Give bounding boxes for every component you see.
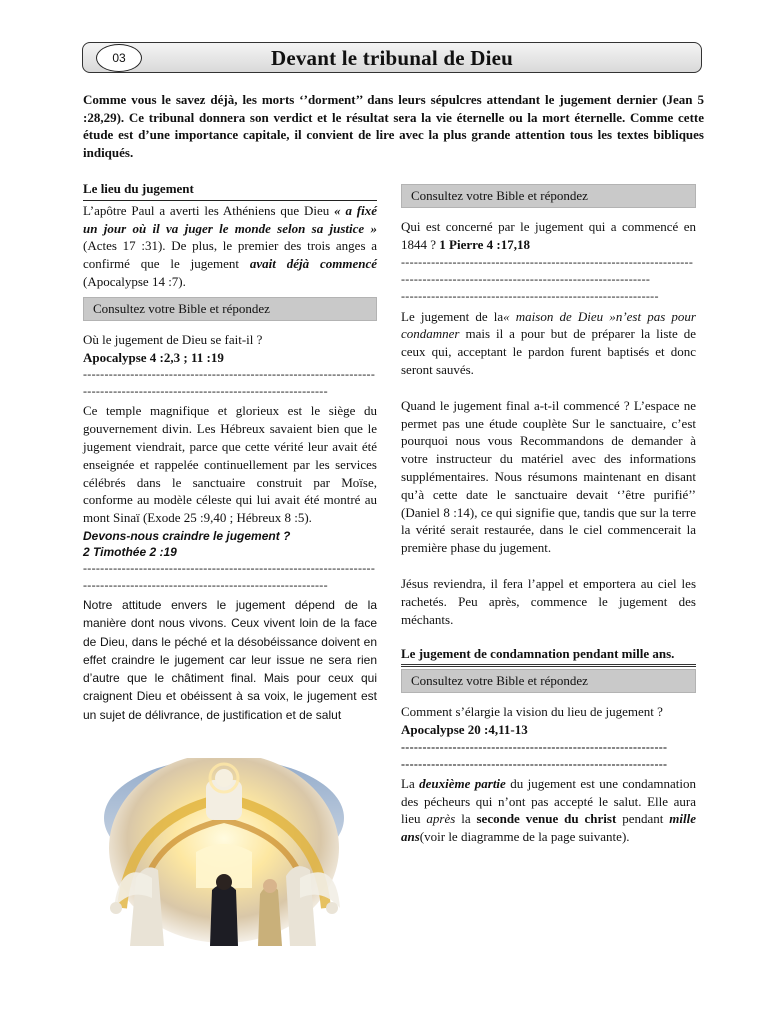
answer-line: ---------------------------------------------------------- <box>401 271 651 286</box>
paragraph-attitude: Notre attitude envers le jugement dépend de la manière dont nous vivons. Ceux vivent loin de la face de Dieu, dans le péché et la désobéissance doivent en effet craindre le jugement car leur issue ne sera rien d’autre que le châtiment final. Mais pour ceux qui craignent Dieu et obéissent à sa voix, le jugement est un sujet de délivrance, de justification et de salut <box>83 597 377 722</box>
quote-text: « maison de Dieu » <box>503 308 616 324</box>
answer-line: --------------------------------------------------------- <box>83 384 328 399</box>
text-run: (Actes 17 :31). De plus, le premier des trois anges a confirmé que le jugement <box>83 238 377 272</box>
paragraph-paul <box>83 202 377 291</box>
text-run: du jugement est une condamnation des pécheurs qui n’ont pas accepté le salut. Elle aura lieu <box>401 775 697 827</box>
text-run: La <box>401 775 420 791</box>
answer-line: ------------------------------------------------------------ <box>401 288 659 303</box>
strong-text: seconde venue du christ <box>476 811 617 827</box>
text-run: la <box>455 811 477 827</box>
emphasis-text: après <box>426 811 456 827</box>
reference-2: 2 Timothée 2 :19 <box>83 544 177 559</box>
question-2: Devons-nous craindre le jugement ? <box>83 528 291 543</box>
lesson-number: 03 <box>112 51 126 65</box>
text-run: (voir le diagramme de la page suivante). <box>419 829 630 845</box>
answer-line: -------------------------------------------------------------- <box>401 739 668 754</box>
page-title: Devant le tribunal de Dieu <box>270 46 514 70</box>
text-run: Le jugement de la <box>401 308 504 324</box>
paragraph-maison <box>401 308 696 379</box>
answer-line: -------------------------------------------------------------------- <box>83 367 376 382</box>
text-run: mais il a pour but de préparer la liste de ceux qui, acceptant le pardon furent baptisés et donc seront sauvés. <box>401 326 696 377</box>
text-run: pendant <box>616 811 670 827</box>
reference-4: Apocalypse 20 :4,11-13 <box>401 721 528 737</box>
answer-line: -------------------------------------------------------------------- <box>401 254 694 269</box>
emphasis-text: deuxième partie <box>419 775 506 791</box>
paragraph-retour: Jésus reviendra, il fera l’appel et emportera au ciel les rachetés. Peu après, commence le jugement des méchants. <box>401 575 696 627</box>
text-run: Qui est concerné par le jugement qui a commencé en 1844 ? <box>401 219 696 252</box>
intro-paragraph: Comme vous le savez déjà, les morts ‘’dorment’’ dans leurs sépulcres attendant le jugement dernier (Jean 5 :28,29). Ce tribunal donnera son verdict et le résultat sera la vie éternelle ou la mort éternelle. Comme cette étude est d’une importance capitale, il convient de lire avec la plus grande attention tous les textes bibliques indiqués. <box>83 92 704 160</box>
consult-box-3: Consultez votre Bible et répondez <box>401 669 696 693</box>
consult-box-2: Consultez votre Bible et répondez <box>401 184 696 208</box>
reference-3: 1 Pierre 4 :17,18 <box>439 236 531 252</box>
question-1: Où le jugement de Dieu se fait-il ? <box>83 331 263 347</box>
section-heading-lieu: Le lieu du jugement <box>83 180 377 201</box>
answer-line: -------------------------------------------------------------- <box>401 756 668 771</box>
right-column <box>401 184 696 846</box>
answer-line: -------------------------------------------------------------------- <box>83 560 376 575</box>
answer-line: --------------------------------------------------------- <box>83 577 328 592</box>
paragraph-deuxieme-partie <box>401 775 696 846</box>
consult-box-1: Consultez votre Bible et répondez <box>83 297 377 321</box>
question-3 <box>401 218 696 254</box>
text-run: L’apôtre Paul a averti les Athéniens que Dieu <box>83 202 335 218</box>
paragraph-sanctuaire: Quand le jugement final a-t-il commencé ? L’espace ne permet pas une étude couplète Sur le sanctuaire, c’est pourquoi nous vous Recommandons de demander à votre instructeur du matériel avec des informations supplémentaires. Nous résumons maintenant en disant qu’à cette date le sanctuaire devait ‘’être purifié’’ (Daniel 8 :14), ce qui signifie que, tandis que sur la terre la vérité serait restaurée, dans le ciel commencerait la première phase du jugement. <box>401 397 696 556</box>
reference-1: Apocalypse 4 :2,3 ; 11 :19 <box>83 349 224 365</box>
emphasis-text: mille ans <box>401 811 696 845</box>
question-4: Comment s’élargie la vision du lieu de jugement ? <box>401 704 663 720</box>
paragraph-temple: Ce temple magnifique et glorieux est le siège du gouvernement divin. Les Hébreux savaient bien que le jugement viendrait, parce que cette vérité leur avait été enseignée et rappelée continuellement par les services célébrés dans le sanctuaire construit par Moïse, conforme au modèle céleste qui lui avait été montré au mont Sinaï (Exode 25 :9,40 ; Hébreux 8 :5). <box>83 403 377 526</box>
quote-text: « a fixé un jour où il va juger le monde selon sa justice » <box>83 202 377 236</box>
text-run: (Apocalypse 14 :7). <box>83 273 186 289</box>
emphasis-text: n’est pas pour condamner <box>401 308 696 342</box>
emphasis-text: avait déjà commencé <box>249 256 377 272</box>
section-heading-condamnation: Le jugement de condamnation pendant mille ans. <box>401 645 696 667</box>
judgment-illustration <box>100 758 348 946</box>
left-column <box>83 180 377 724</box>
